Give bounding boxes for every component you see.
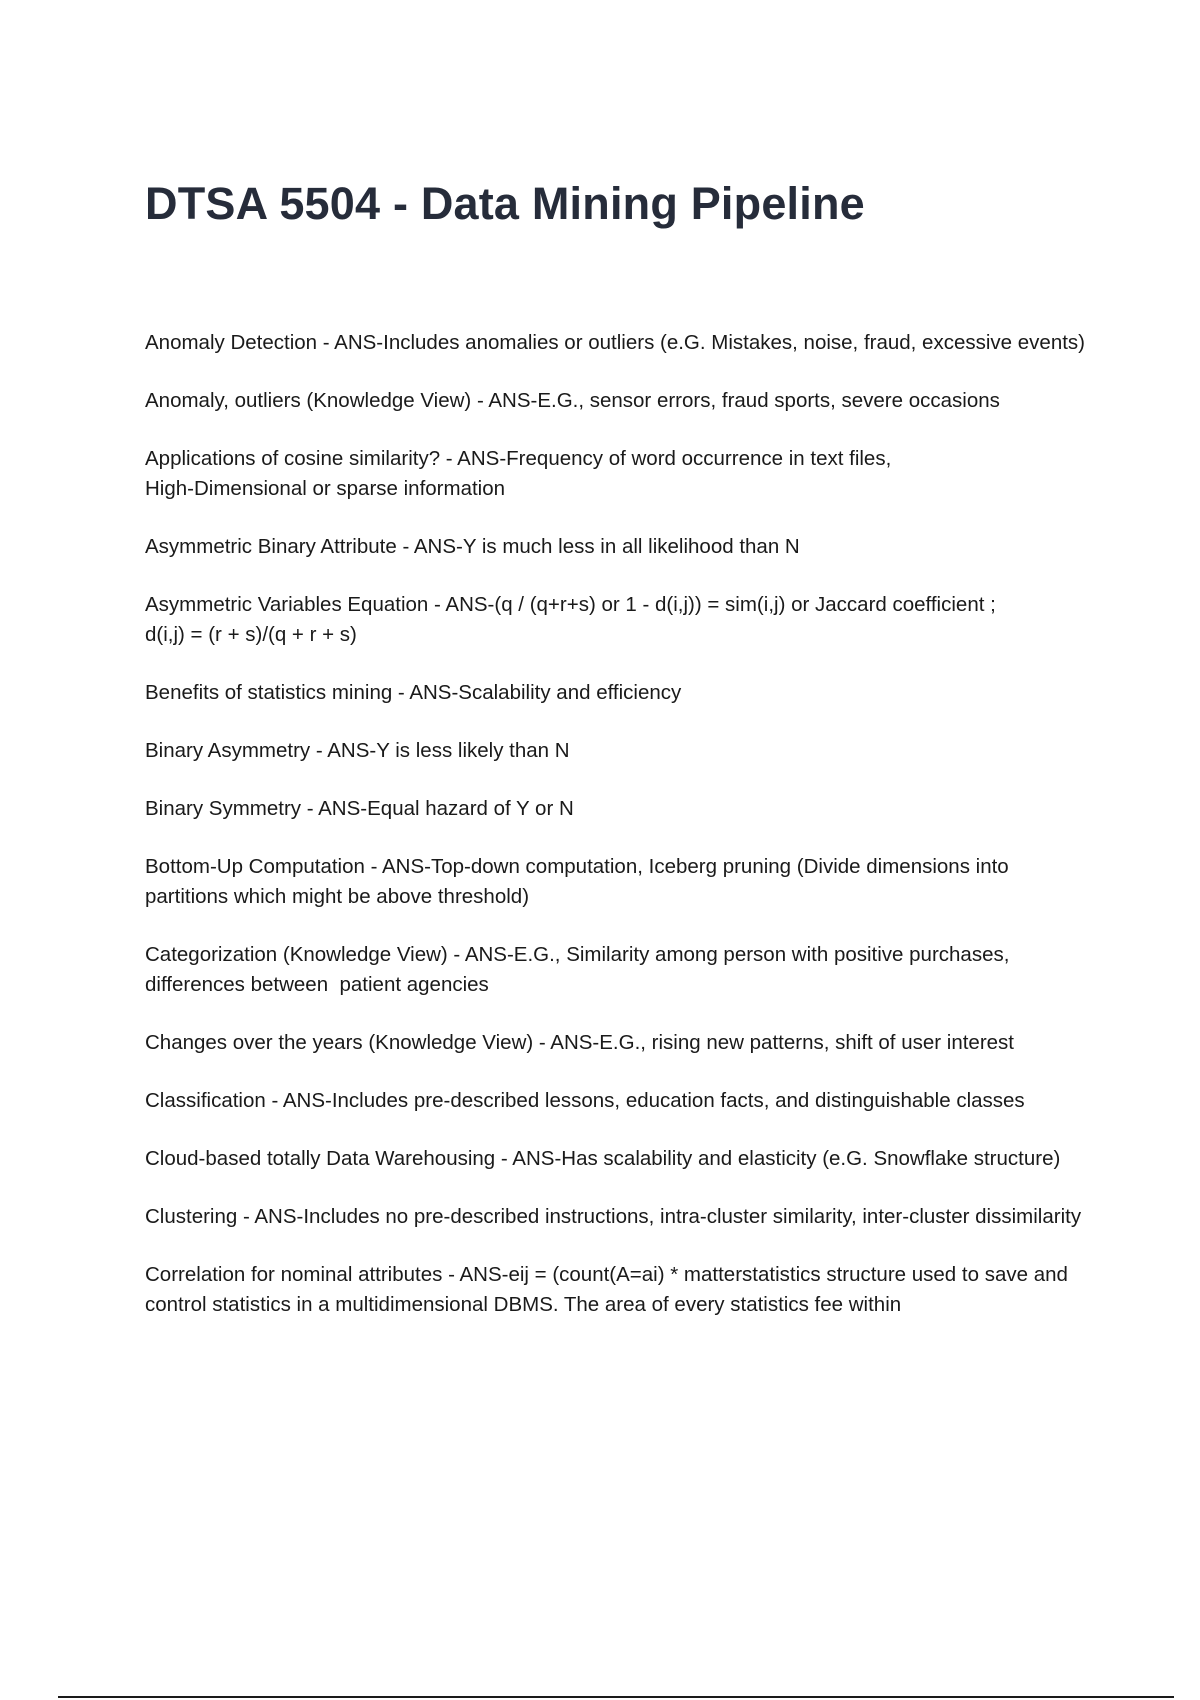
entry-anomaly-detection: Anomaly Detection - ANS-Includes anomalies or outliers (e.G. Mistakes, noise, fraud, excessive events) [145,331,1085,354]
entry-asymmetric-binary-attribute: Asymmetric Binary Attribute - ANS-Y is much less in all likelihood than N [145,535,800,558]
entry-correlation-nominal: Correlation for nominal attributes - ANS-eij = (count(A=ai) * matterstatistics structure used to save and control statistics in a multidimensional DBMS. The area of every statistics fee within [145,1263,1074,1316]
entry-classification: Classification - ANS-Includes pre-described lessons, education facts, and distinguishable classes [145,1089,1025,1112]
entry-benefits-statistics-mining: Benefits of statistics mining - ANS-Scalability and efficiency [145,681,682,704]
entry-clustering: Clustering - ANS-Includes no pre-described instructions, intra-cluster similarity, inter-cluster dissimilarity [145,1205,1082,1228]
entry-cloud-data-warehousing: Cloud-based totally Data Warehousing - ANS-Has scalability and elasticity (e.G. Snowflake structure) [145,1147,1061,1170]
flashcard-list [145,328,1095,1348]
entry-changes-over-years: Changes over the years (Knowledge View) - ANS-E.G., rising new patterns, shift of user interest [145,1031,1014,1054]
entry-binary-asymmetry: Binary Asymmetry - ANS-Y is less likely than N [145,739,570,762]
entry-asymmetric-variables-equation: Asymmetric Variables Equation - ANS-(q / (q+r+s) or 1 - d(i,j)) = sim(i,j) or Jaccard coefficient ; d(i,j) = (r + s)/(q + r + s) [145,593,996,646]
page-title: DTSA 5504 - Data Mining Pipeline [145,178,865,229]
entry-bottom-up-computation: Bottom-Up Computation - ANS-Top-down computation, Iceberg pruning (Divide dimensions into partitions which might be above threshold) [145,855,1015,908]
entry-binary-symmetry: Binary Symmetry - ANS-Equal hazard of Y or N [145,797,574,820]
entry-anomaly-outliers: Anomaly, outliers (Knowledge View) - ANS-E.G., sensor errors, fraud sports, severe occasions [145,389,1000,412]
entry-categorization: Categorization (Knowledge View) - ANS-E.G., Similarity among person with positive purchases, differences between patient agencies [145,943,1016,996]
footer-divider [58,1696,1174,1698]
entry-cosine-similarity: Applications of cosine similarity? - ANS-Frequency of word occurrence in text files, High-Dimensional or sparse information [145,447,892,500]
